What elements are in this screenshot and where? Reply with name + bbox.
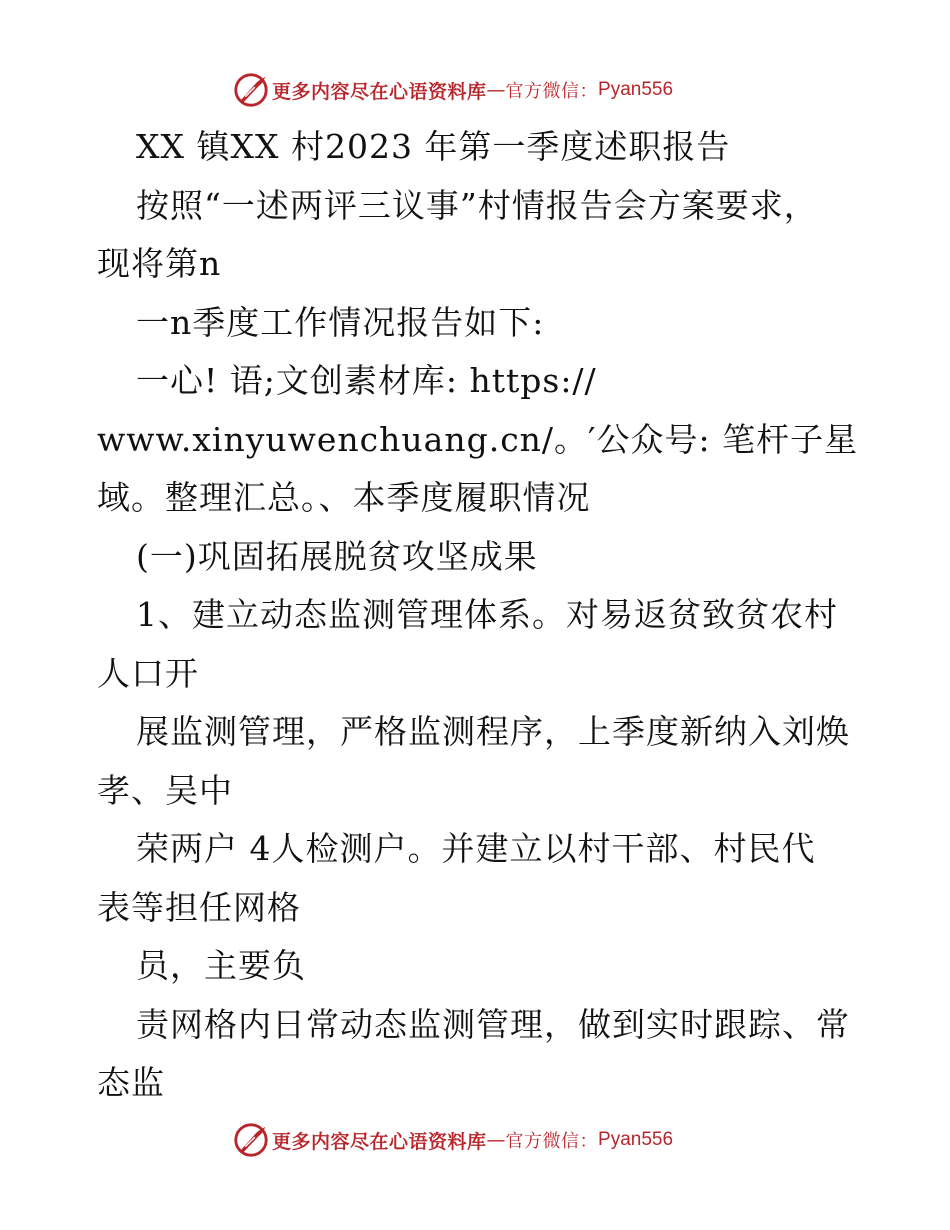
paragraph-line: 孝、吴中 xyxy=(97,771,233,810)
paragraph-line: www.xinyuwenchuang.cn/。′公众号: 笔杆子星 xyxy=(97,420,859,459)
document-title: XX 镇XX 村2023 年第一季度述职报告 xyxy=(136,127,731,166)
banner-wechat-id: Pyan556 xyxy=(598,79,674,100)
banner-wechat-label: 官方微信： xyxy=(505,1131,599,1152)
quill-pen-circle-icon xyxy=(232,1121,270,1159)
paragraph-line: 人口开 xyxy=(97,654,199,693)
paragraph-line: 荣两户 4人检测户。并建立以村干部、村民代 xyxy=(136,829,816,868)
banner-wechat-id: Pyan556 xyxy=(598,1129,674,1150)
header-banner xyxy=(232,70,673,110)
banner-wechat-label: 官方微信： xyxy=(505,81,599,102)
banner-separator: — xyxy=(486,79,506,101)
paragraph-line: 责网格内日常动态监测管理，做到实时跟踪、常 xyxy=(136,1005,850,1044)
section-heading: (一)巩固拓展脱贫攻坚成果 xyxy=(136,537,538,576)
paragraph-line: 域。整理汇总。、本季度履职情况 xyxy=(97,478,591,517)
paragraph-line: 一n季度工作情况报告如下: xyxy=(136,303,545,342)
paragraph-line: 一心! 语;文创素材库: https:// xyxy=(136,361,597,400)
banner-text: 更多内容尽在心语资料库 xyxy=(272,1130,487,1153)
paragraph-line: 按照“一述两评三议事”村情报告会方案要求， xyxy=(136,186,818,225)
paragraph-line: 1、建立动态监测管理体系。对易返贫致贫农村 xyxy=(136,595,838,634)
footer-banner xyxy=(232,1120,673,1160)
paragraph-line: 现将第n xyxy=(97,244,222,283)
paragraph-line: 表等担任网格 xyxy=(97,888,301,927)
paragraph-line: 展监测管理，严格监测程序，上季度新纳入刘焕 xyxy=(136,712,850,751)
banner-text: 更多内容尽在心语资料库 xyxy=(272,80,487,103)
paragraph-line: 员，主要负 xyxy=(136,946,306,985)
quill-pen-circle-icon xyxy=(232,71,270,109)
paragraph-line: 态监 xyxy=(97,1063,165,1102)
banner-separator: — xyxy=(486,1129,506,1151)
